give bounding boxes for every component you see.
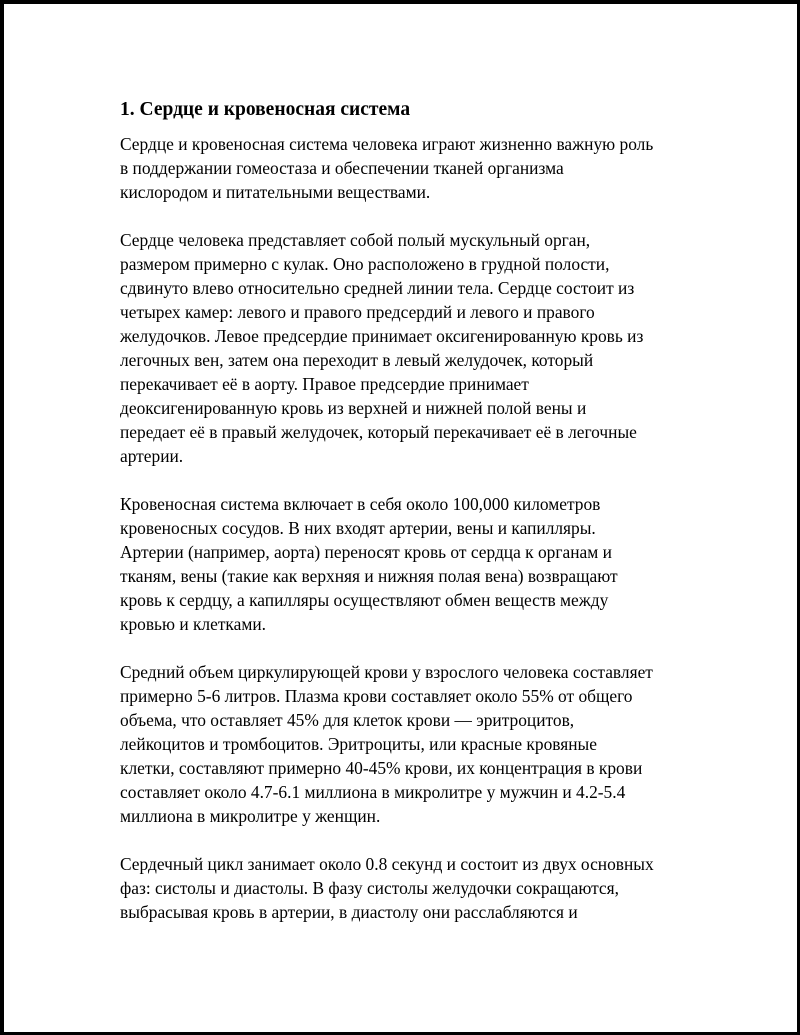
text-line: объема, что оставляет 45% для клеток крови — эритроцитов, xyxy=(120,710,575,730)
text-line: деоксигенированную кровь из верхней и нижней полой вены и xyxy=(120,398,587,418)
text-line: четырех камер: левого и правого предсердий и левого и правого xyxy=(120,302,595,322)
text-line: примерно 5-6 литров. Плазма крови составляет около 55% от общего xyxy=(120,686,633,706)
paragraph-cardiac-cycle xyxy=(120,852,710,924)
text-line: клетки, составляют примерно 40-45% крови, их концентрация в крови xyxy=(120,758,643,778)
text-line: Артерии (например, аорта) переносят кровь от сердца к органам и xyxy=(120,542,612,562)
paragraph-vessels xyxy=(120,492,710,636)
text-line: Сердце человека представляет собой полый мускульный орган, xyxy=(120,230,591,250)
text-line: сдвинуто влево относительно средней линии тела. Сердце состоит из xyxy=(120,278,635,298)
text-line: перекачивает её в аорту. Правое предсердие принимает xyxy=(120,374,529,394)
text-line: Сердце и кровеносная система человека играют жизненно важную роль xyxy=(120,134,654,154)
paragraph-heart xyxy=(120,228,710,468)
text-line: фаз: систолы и диастолы. В фазу систолы желудочки сокращаются, xyxy=(120,878,619,898)
section-heading: 1. Сердце и кровеносная система xyxy=(120,99,411,120)
text-line: кислородом и питательными веществами. xyxy=(120,182,431,202)
text-line: Кровеносная система включает в себя около 100,000 километров xyxy=(120,494,601,514)
text-line: кровью и клетками. xyxy=(120,614,266,634)
text-line: тканям, вены (такие как верхняя и нижняя полая вена) возвращают xyxy=(120,566,618,586)
text-line: кровь к сердцу, а капилляры осуществляют обмен веществ между xyxy=(120,590,609,610)
paragraph-blood-volume xyxy=(120,660,710,828)
text-line: кровеносных сосудов. В них входят артерии, вены и капилляры. xyxy=(120,518,596,538)
text-line: Сердечный цикл занимает около 0.8 секунд и состоит из двух основных xyxy=(120,854,654,874)
text-line: Средний объем циркулирующей крови у взрослого человека составляет xyxy=(120,662,653,682)
text-line: миллиона в микролитре у женщин. xyxy=(120,806,381,826)
text-line: лейкоцитов и тромбоцитов. Эритроциты, или красные кровяные xyxy=(120,734,597,754)
text-line: составляет около 4.7-6.1 миллиона в микролитре у мужчин и 4.2-5.4 xyxy=(120,782,626,802)
paragraph-intro xyxy=(120,132,710,204)
text-line: желудочков. Левое предсердие принимает оксигенированную кровь из xyxy=(120,326,644,346)
text-line: артерии. xyxy=(120,446,184,466)
text-line: легочных вен, затем она переходит в левый желудочек, который xyxy=(120,350,594,370)
text-line: в поддержании гомеостаза и обеспечении тканей организма xyxy=(120,158,564,178)
text-line: выбрасывая кровь в артерии, в диастолу они расслабляются и xyxy=(120,902,578,922)
document-body xyxy=(120,97,710,948)
text-line: размером примерно с кулак. Оно расположено в грудной полости, xyxy=(120,254,610,274)
text-line: передает её в правый желудочек, который перекачивает её в легочные xyxy=(120,422,637,442)
